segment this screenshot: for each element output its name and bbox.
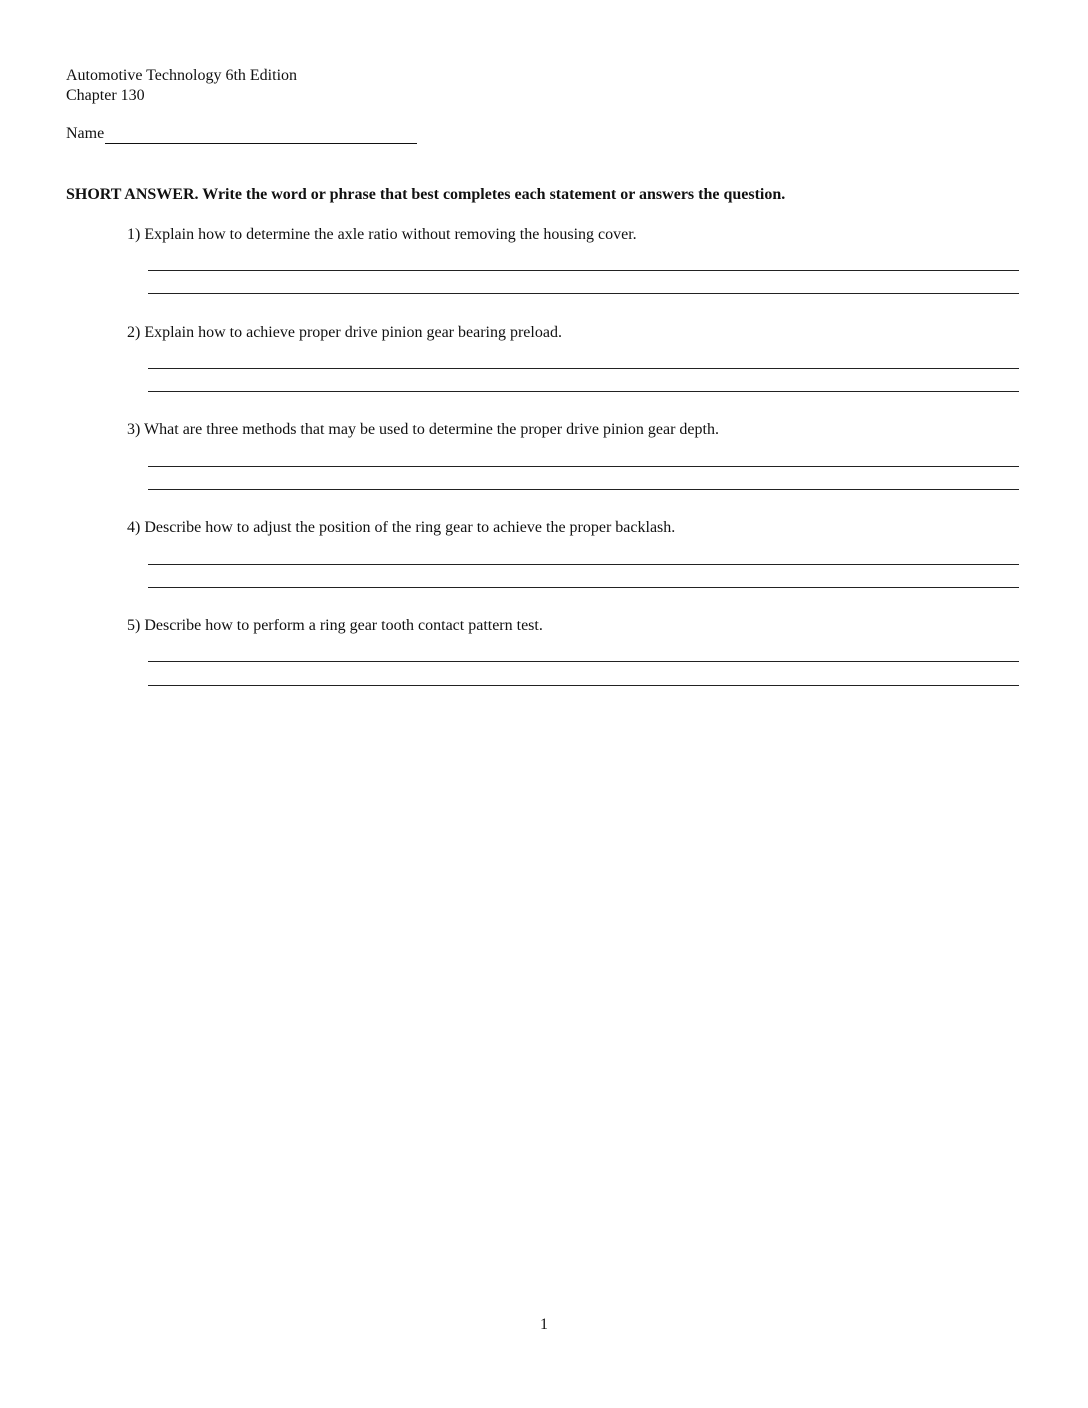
answer-line-1a[interactable] [148, 270, 1019, 271]
question-4: 4) Describe how to adjust the position of the ring gear to achieve the proper backlash. [127, 519, 676, 536]
question-3: 3) What are three methods that may be used to determine the proper drive pinion gear depth. [127, 421, 719, 438]
question-2: 2) Explain how to achieve proper drive pinion gear bearing preload. [127, 324, 562, 341]
answer-line-4b[interactable] [148, 587, 1019, 588]
answer-line-3b[interactable] [148, 489, 1019, 490]
section-instructions: SHORT ANSWER. Write the word or phrase that best completes each statement or answers the question. [66, 186, 786, 203]
course-title: Automotive Technology 6th Edition [66, 67, 298, 84]
answer-line-5b[interactable] [148, 685, 1019, 686]
page-number: 1 [540, 1316, 548, 1333]
answer-line-3a[interactable] [148, 466, 1019, 467]
question-1: 1) Explain how to determine the axle ratio without removing the housing cover. [127, 226, 637, 243]
name-field-row [66, 124, 417, 144]
chapter-title: Chapter 130 [66, 87, 145, 104]
answer-line-2a[interactable] [148, 368, 1019, 369]
answer-line-4a[interactable] [148, 564, 1019, 565]
answer-line-2b[interactable] [148, 391, 1019, 392]
answer-line-5a[interactable] [148, 661, 1019, 662]
question-5: 5) Describe how to perform a ring gear tooth contact pattern test. [127, 617, 543, 634]
name-blank-line[interactable] [105, 126, 417, 144]
name-label: Name [66, 125, 105, 142]
answer-line-1b[interactable] [148, 293, 1019, 294]
